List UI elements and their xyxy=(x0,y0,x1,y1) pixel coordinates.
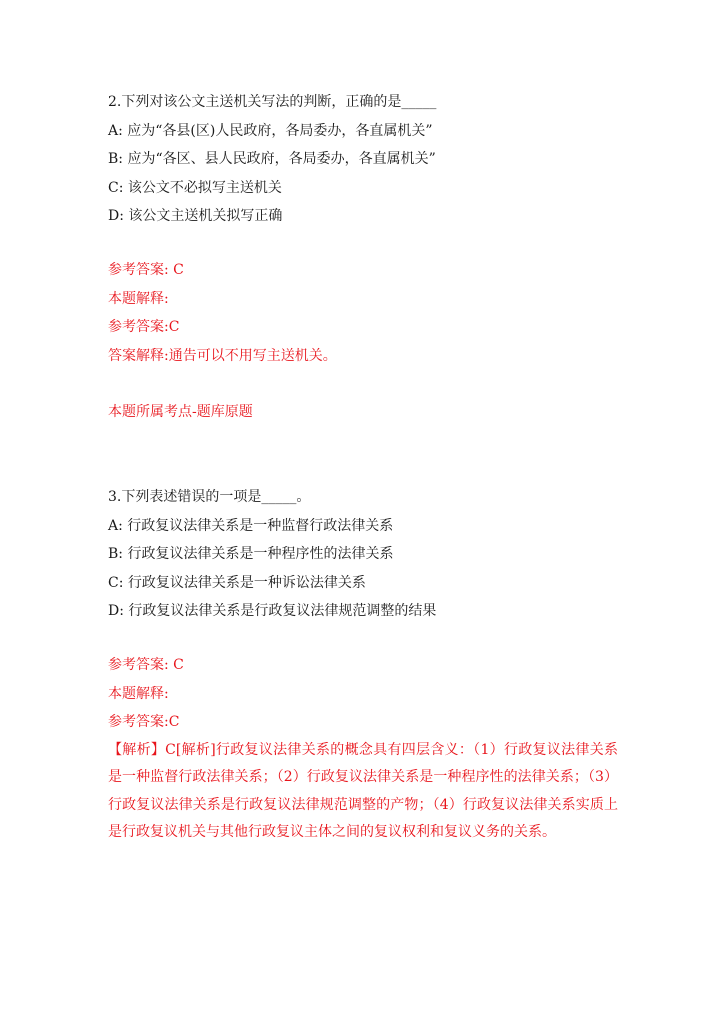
question-2-stem: 2.下列对该公文主送机关写法的判断，正确的是_____ xyxy=(108,94,437,110)
question-2-knowledge-point xyxy=(108,398,618,427)
question-3-answer-section xyxy=(108,651,618,847)
question-3-option-c: C: 行政复议法律关系是一种诉讼法律关系 xyxy=(108,574,366,591)
question-2-knowledge-text: 本题所属考点-题库原题 xyxy=(108,404,253,420)
question-2-explanation: 答案解释:通告可以不用写主送机关。 xyxy=(108,347,337,364)
question-2-option-d: D: 该公文主送机关拟写正确 xyxy=(108,208,283,224)
question-3-explain-label: 本题解释: xyxy=(108,685,169,702)
question-2 xyxy=(108,88,618,231)
question-3 xyxy=(108,483,618,626)
question-3-stem: 3.下列表述错误的一项是_____。 xyxy=(108,489,311,505)
question-3-reference-answer-2: 参考答案:C xyxy=(108,714,180,730)
question-3-option-d: D: 行政复议法律关系是行政复议法律规范调整的结果 xyxy=(108,603,437,619)
question-3-option-b: B: 行政复议法律关系是一种程序性的法律关系 xyxy=(108,546,394,562)
question-3-option-a: A: 行政复议法律关系是一种监督行政法律关系 xyxy=(108,517,394,534)
question-2-answer-section xyxy=(108,256,618,370)
question-2-option-c: C: 该公文不必拟写主送机关 xyxy=(108,179,282,196)
question-2-reference-answer-2: 参考答案:C xyxy=(108,319,180,335)
question-3-analysis: 【解析】C[解析]行政复议法律关系的概念具有四层含义：（1）行政复议法律关系是一种监督行政法律关系；（2）行政复议法律关系是一种程序性的法律关系；（3）行政复议法律关系是行政复议法律规范调整的产物；（4）行政复议法律关系实质上是行政复议机关与其他行政复议主体之间的复议权利和复议义务的关系。 xyxy=(108,741,618,840)
question-2-option-b: B: 应为“各区、县人民政府，各局委办，各直属机关” xyxy=(108,151,436,167)
question-2-reference-answer: 参考答案: C xyxy=(108,262,184,278)
question-3-reference-answer: 参考答案: C xyxy=(108,657,184,673)
question-2-explain-label: 本题解释: xyxy=(108,290,169,307)
question-2-option-a: A: 应为“各县(区)人民政府，各局委办，各直属机关” xyxy=(108,122,433,139)
